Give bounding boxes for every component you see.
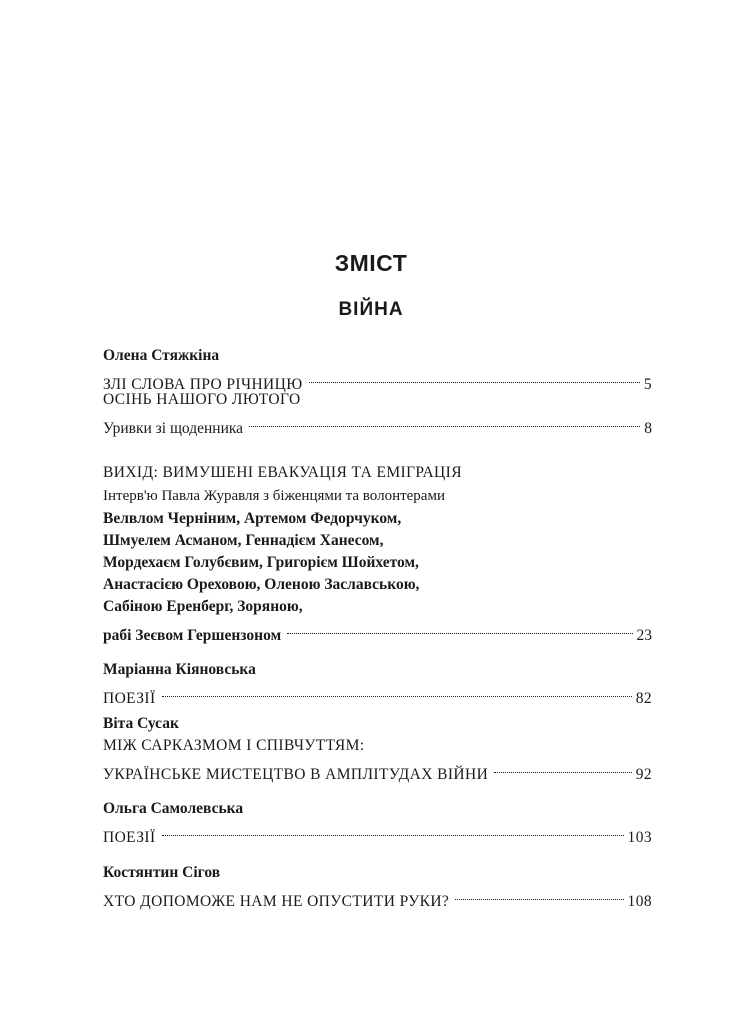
toc-entry-title: ПОЕЗІЇ [103,829,156,846]
toc-entry[interactable] [103,411,652,437]
toc-page-number: 5 [643,376,652,393]
toc-entry-title: ВИХІД: ВИМУШЕНІ ЕВАКУАЦІЯ ТА ЕМІГРАЦІЯ [103,464,462,481]
dot-leader [455,884,623,906]
toc-entry-subtitle: Уривки зі щоденника [103,420,244,437]
dot-leader [162,820,624,842]
toc-page-number: 23 [636,627,652,644]
toc-entry-title: ХТО ДОПОМОЖЕ НАМ НЕ ОПУСТИТИ РУКИ? [103,893,450,910]
toc-entry[interactable] [103,618,652,644]
toc-entry[interactable] [103,681,652,707]
toc-entry[interactable] [103,757,652,783]
toc-entry-title: УКРАЇНСЬКЕ МИСТЕЦТВО В АМПЛІТУДАХ ВІЙНИ [103,766,489,783]
dot-leader [287,618,632,640]
toc-page-number: 92 [635,766,652,783]
toc-author: Костянтин Сігов [103,864,221,881]
toc-names: Шмуелем Асманом, Геннадієм Ханесом, [103,532,384,549]
dot-leader [494,757,632,779]
toc-page-number: 108 [627,893,652,910]
dot-leader [249,411,640,433]
contents-heading: ЗМІСТ [334,250,408,276]
toc-page-number: 103 [627,829,652,846]
toc-page-number: 82 [635,690,652,707]
toc-page-number: 8 [644,420,652,437]
toc-entry-title: ОСІНЬ НАШОГО ЛЮТОГО [103,391,301,408]
toc-author: Маріанна Кіяновська [103,661,256,678]
toc-entry-subtitle: Інтерв'ю Павла Журавля з біженцями та волонтерами [103,488,445,504]
toc-names: Мордехаєм Голубєвим, Григорієм Шойхетом, [103,554,419,571]
toc-entry[interactable] [103,367,652,393]
section-heading: ВІЙНА [338,299,404,320]
toc-entry-title: МІЖ САРКАЗМОМ І СПІВЧУТТЯМ: [103,737,365,754]
toc-author: Ольга Самолевська [103,800,244,817]
toc-entry[interactable] [103,820,652,846]
toc-names: Велвлом Черніним, Артемом Федорчуком, [103,510,402,527]
dot-leader [162,681,632,703]
toc-entry-title: ПОЕЗІЇ [103,690,156,707]
toc-names: Сабіною Еренберг, Зоряною, [103,598,303,615]
toc-names: Анастасією Ореховою, Оленою Заславською, [103,576,420,593]
dot-leader [309,367,640,389]
toc-names: рабі Зеєвом Гершензоном [103,627,282,644]
toc-author: Віта Сусак [103,715,179,732]
toc-entry-title: ЗЛІ СЛОВА ПРО РІЧНИЦЮ [103,376,303,393]
toc-entry[interactable] [103,884,652,910]
toc-author: Олена Стяжкіна [103,347,220,364]
